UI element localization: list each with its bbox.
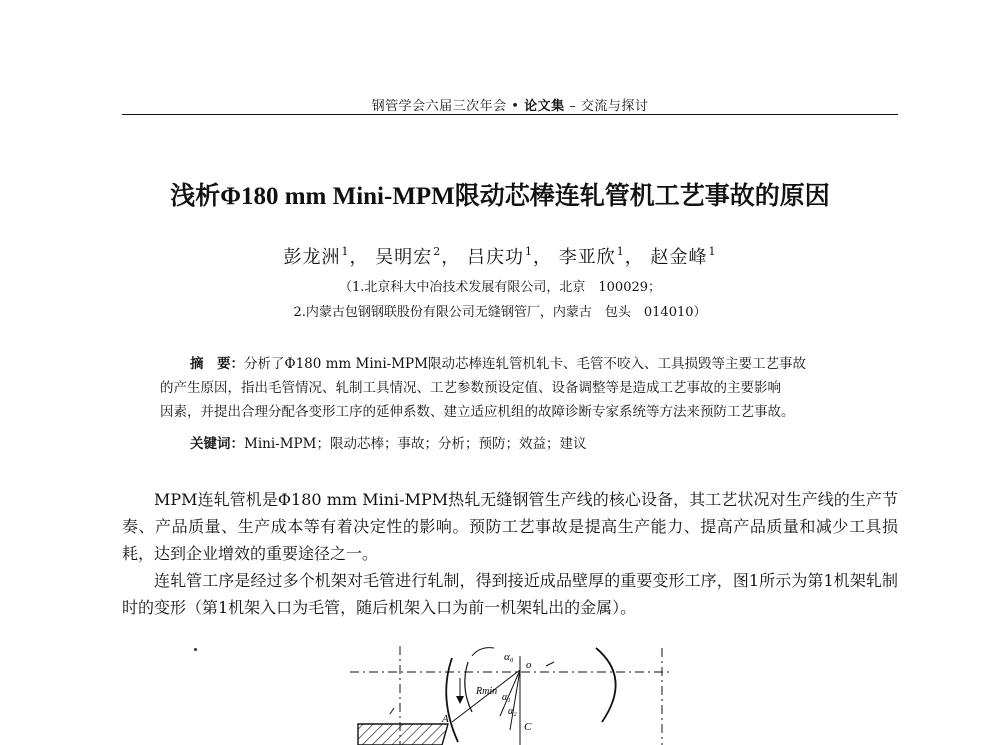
abstract-line: 因素，并提出合理分配各变形工序的延伸系数、建立适应机组的故障诊断专家系统等方法来预防工艺事故。 — [160, 404, 795, 420]
radius-line-3 — [510, 670, 520, 730]
abstract-line — [160, 352, 860, 376]
figure-1-diagram — [340, 638, 670, 745]
paper-title: 浅析Φ180 mm Mini-MPM限动芯棒连轧管机工艺事故的原因 — [170, 183, 830, 210]
header-rule — [122, 114, 898, 115]
label-alpha0: α₀ — [504, 651, 514, 663]
running-head-strong: 论文集 — [524, 99, 565, 114]
label-o: o — [526, 659, 532, 671]
tick-mark — [390, 708, 394, 714]
body-paragraph: MPM连轧管机是Φ180 mm Mini-MPM热轧无缝钢管生产线的核心设备，其工艺状况对生产线的生产节奏、产品质量、生产成本等有着决定性的影响。预防工艺事故是提高生产能力、提高产品质量和减少工具损耗，达到企业增效的重要途径之一。 — [122, 490, 898, 563]
author-name: 李亚欣 — [558, 247, 616, 268]
workpiece-hatch — [358, 724, 448, 745]
label-alpha1: α₁ — [502, 692, 511, 703]
author-separator: ， — [441, 247, 461, 268]
label-alpha2: α₂ — [508, 706, 517, 717]
author-name: 彭龙洲 — [283, 247, 341, 268]
abstract — [160, 352, 860, 424]
author-name: 吴明宏 — [375, 247, 433, 268]
running-head-suffix: – 交流与探讨 — [569, 99, 649, 114]
abstract-text: 分析了Φ180 mm Mini-MPM限动芯棒连轧管机轧卡、毛管不咬入、工具损毁等主要工艺事故 — [244, 356, 806, 372]
running-head-bullet: • — [511, 99, 520, 114]
running-head — [122, 95, 898, 114]
author-separator: ， — [349, 247, 369, 268]
roll-arc-left — [446, 658, 458, 742]
body-text — [122, 486, 898, 621]
keywords-label: 关键词： — [190, 436, 244, 452]
abstract-label: 摘 要： — [190, 356, 244, 372]
author-name: 赵金峰 — [650, 247, 708, 268]
author-affil-mark: 2 — [433, 245, 442, 258]
abstract-line: 的产生原因，指出毛管情况、轧制工具情况、工艺参数预设定值、设备调整等是造成工艺事故的主要影响 — [160, 380, 781, 396]
roll-arc-inner — [465, 662, 472, 712]
stray-dot — [194, 648, 197, 651]
arrow-down-head — [456, 696, 464, 704]
label-a: A — [442, 713, 449, 725]
tick-mark — [546, 662, 554, 666]
author-separator: ， — [533, 247, 552, 268]
affiliation-2: 2.内蒙古包钢钢联股份有限公司无缝钢管厂，内蒙古 包头 014010） — [293, 305, 707, 320]
keywords — [190, 432, 860, 452]
figure-1 — [340, 638, 670, 745]
author-affil-mark: 1 — [341, 245, 350, 258]
author-affil-mark: 1 — [525, 245, 533, 258]
author-affil-mark: 1 — [616, 245, 625, 258]
author-list — [0, 243, 1000, 269]
affiliation-1: （1.北京科大中冶技术发展有限公司，北京 100029； — [338, 280, 662, 295]
author-separator: ， — [624, 247, 644, 268]
running-head-prefix: 钢管学会六届三次年会 — [371, 99, 507, 114]
label-c: C — [524, 721, 532, 733]
label-rmin: Rmin — [476, 686, 498, 697]
author-affil-mark: 1 — [708, 245, 717, 258]
keywords-text: Mini-MPM；限动芯棒；事故；分析；预防；效益；建议 — [244, 436, 587, 452]
author-name: 吕庆功 — [467, 247, 524, 268]
roll-arc-right — [596, 648, 616, 722]
body-paragraph: 连轧管工序是经过多个机架对毛管进行轧制，得到接近成品壁厚的重要变形工序，图1所示为第1机架轧制时的变形（第1机架入口为毛管，随后机架入口为前一机架轧出的金属）。 — [122, 571, 898, 617]
arc-arrow-top — [472, 648, 494, 656]
